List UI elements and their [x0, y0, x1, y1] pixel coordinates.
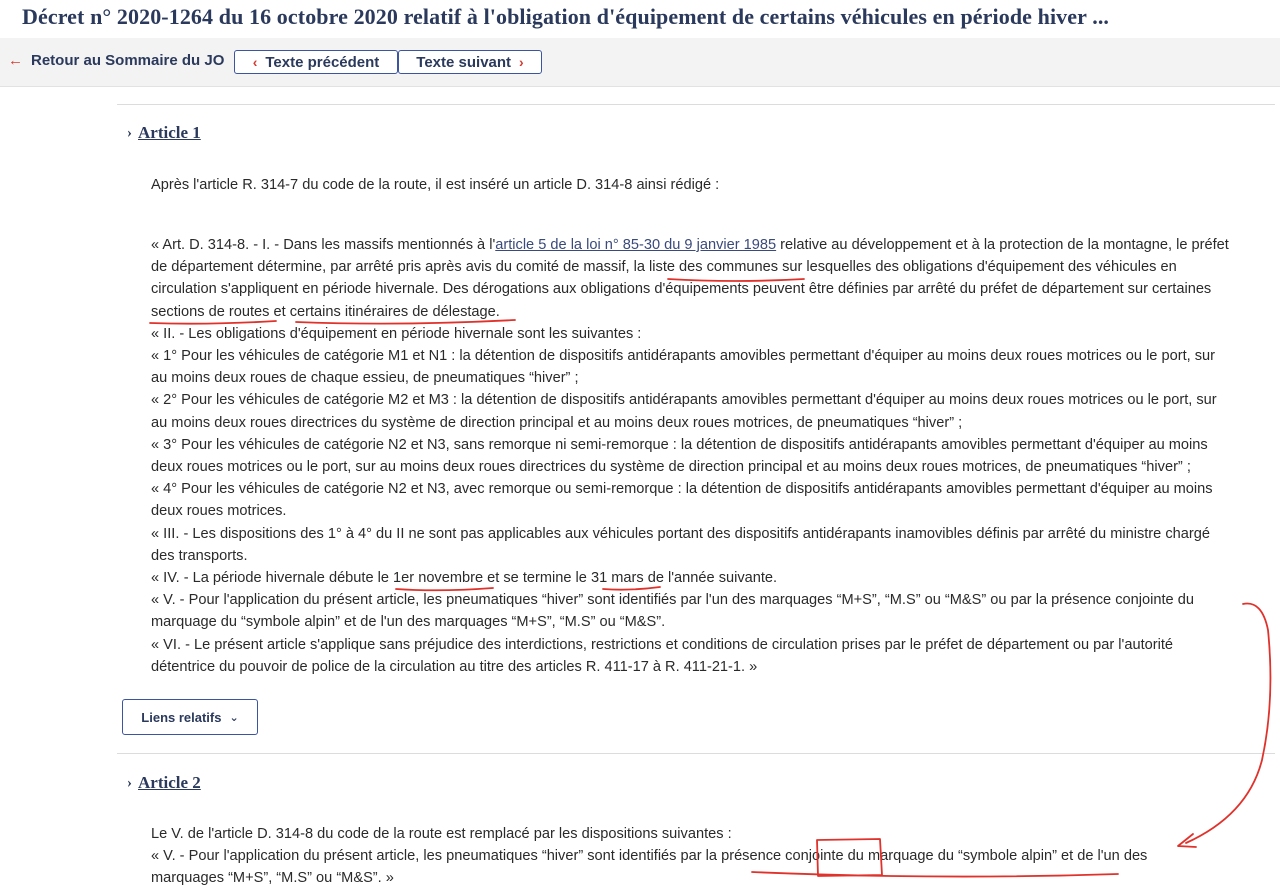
divider	[117, 753, 1275, 754]
body-line: marquage du “symbole alpin” et de l'un des marquages “M+S”, “M.S” ou “M&S”.	[151, 614, 666, 631]
page-header	[0, 0, 1280, 38]
article-1-title: Article 1	[138, 123, 201, 142]
chevron-right-icon: ›	[519, 54, 524, 70]
body-line: marquages “M+S”, “M.S” ou “M&S”. »	[151, 870, 394, 887]
next-text-label: Texte suivant	[416, 53, 512, 71]
article-1-intro	[151, 174, 1269, 196]
main-content	[0, 86, 1280, 893]
body-text: relative au développement et à la protection de la montagne, le préfet	[776, 237, 1229, 253]
body-line: deux roues motrices ou le port, sur au moins deux roues directrices du système de direction principal et au moins deux roues motrices, de pneumatiques “hiver” ;	[151, 459, 1191, 476]
body-line: « VI. - Le présent article s'applique sans préjudice des interdictions, restrictions et conditions de circulation prises par le préfet de département ou par l'autorité	[151, 636, 1174, 653]
previous-text-label: Texte précédent	[265, 53, 380, 71]
body-line: sections de routes et certains itinéraires de délestage.	[151, 303, 500, 320]
body-line: des transports.	[151, 547, 248, 564]
arrow-left-icon: ←	[8, 52, 23, 69]
back-link-label: Retour au Sommaire du JO	[31, 52, 225, 69]
navigation-bar	[0, 38, 1280, 87]
article-1-body	[151, 234, 1269, 678]
body-line: au moins deux roues de chaque essieu, de pneumatiques “hiver” ;	[151, 370, 579, 387]
body-line: au moins deux roues directrices du système de direction principal et au moins deux roues motrices, de pneumatiques “hiver” ;	[151, 414, 963, 431]
body-line: circulation s'appliquent en période hivernale. Des dérogations aux obligations d'équipements peuvent être définies par arrêté du préfet de département sur certaines	[151, 281, 1212, 298]
body-text: « Art. D. 314-8. - I. - Dans les massifs mentionnés à l'	[151, 237, 496, 253]
article-2-heading[interactable]	[127, 773, 201, 793]
chevron-down-icon: ⌄	[229, 711, 239, 724]
body-line: détentrice du pouvoir de police de la circulation au titre des articles R. 411-17 à R. 411-21-1. »	[151, 658, 758, 675]
body-line: de département détermine, par arrêté pris après avis du comité de massif, la liste des communes sur lesquelles des obligations d'équipement des véhicules en	[151, 259, 1177, 276]
article-1-heading[interactable]	[127, 123, 201, 143]
body-line: « V. - Pour l'application du présent article, les pneumatiques “hiver” sont identifiés par la présence conjointe du marquage du “symbole alpin” et de l'un des	[151, 848, 1148, 865]
previous-text-button[interactable]	[234, 50, 398, 74]
related-links-label: Liens relatifs	[141, 709, 222, 725]
body-line: « II. - Les obligations d'équipement en période hivernale sont les suivantes :	[151, 325, 642, 342]
related-links-button[interactable]	[122, 699, 258, 735]
body-line: « 1° Pour les véhicules de catégorie M1 et N1 : la détention de dispositifs antidérapants amovibles permettant d'équiper au moins deux roues motrices ou le port, sur	[151, 348, 1216, 365]
body-line: « V. - Pour l'application du présent article, les pneumatiques “hiver” sont identifiés par l'un des marquages “M+S”, “M.S” ou “M&S” ou par la présence conjointe du	[151, 592, 1194, 609]
chevron-right-icon: ›	[127, 774, 132, 791]
law-article-link[interactable]: article 5 de la loi n° 85-30 du 9 janvier 1985	[495, 237, 777, 253]
body-line: « III. - Les dispositions des 1° à 4° du II ne sont pas applicables aux véhicules portant des dispositifs antidérapants inamovibles définis par arrêté du ministre chargé	[151, 525, 1210, 542]
body-line: deux roues motrices.	[151, 503, 287, 520]
article-2-title: Article 2	[138, 773, 201, 792]
body-line: « IV. - La période hivernale débute le 1er novembre et se termine le 31 mars de l'année suivante.	[151, 570, 778, 587]
chevron-right-icon: ›	[127, 124, 132, 141]
page-title: Décret n° 2020-1264 du 16 octobre 2020 relatif à l'obligation d'équipement de certains véhicules en période hiver ...	[22, 4, 1110, 29]
next-text-button[interactable]	[398, 50, 542, 74]
body-line: Le V. de l'article D. 314-8 du code de la route est remplacé par les dispositions suivantes :	[151, 826, 732, 842]
article-2-body	[151, 823, 1269, 890]
intro-line: Après l'article R. 314-7 du code de la route, il est inséré un article D. 314-8 ainsi rédigé :	[151, 177, 720, 193]
back-to-summary-link[interactable]	[8, 52, 224, 69]
chevron-left-icon: ‹	[252, 54, 258, 70]
divider	[117, 104, 1275, 105]
body-line	[151, 234, 1269, 256]
body-line: « 3° Pour les véhicules de catégorie N2 et N3, sans remorque ni semi-remorque : la détention de dispositifs antidérapants amovibles permettant d'équiper au moins	[151, 436, 1208, 453]
body-line: « 4° Pour les véhicules de catégorie N2 et N3, avec remorque ou semi-remorque : la détention de dispositifs antidérapants amovibles permettant d'équiper au moins	[151, 481, 1213, 498]
body-line: « 2° Pour les véhicules de catégorie M2 et M3 : la détention de dispositifs antidérapants amovibles permettant d'équiper au moins deux roues motrices ou le port, sur	[151, 392, 1217, 409]
